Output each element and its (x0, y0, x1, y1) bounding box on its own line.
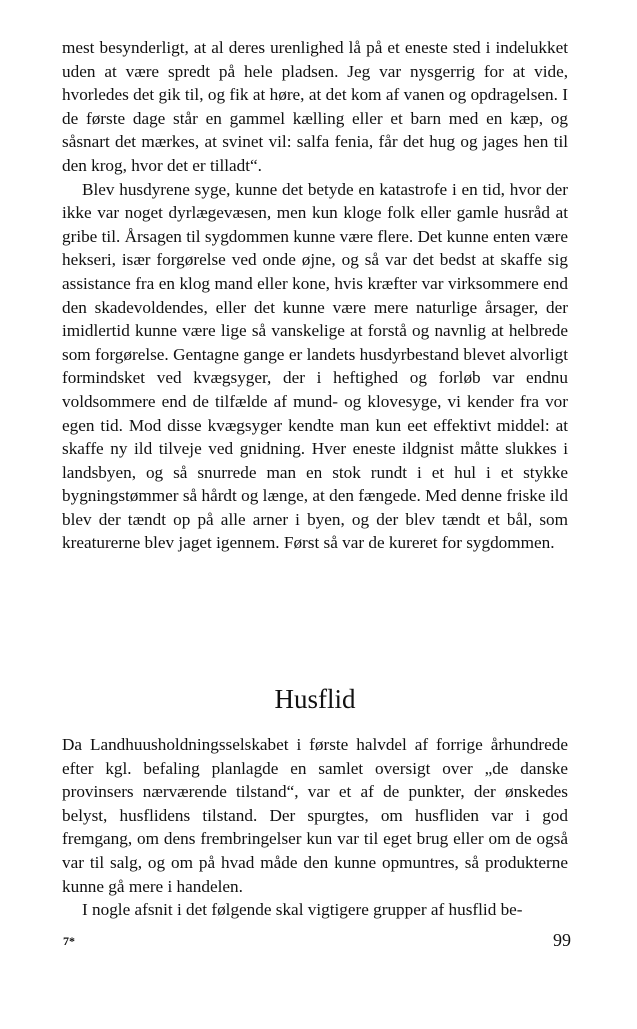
paragraph-continuation: mest besynderligt, at al deres urenlighed lå på et eneste sted i indelukket uden at være spredt på hele pladsen. Jeg var nysgerrig for at vide, hvorledes det gik til, og fik at høre, at det kom af vanen og opdragelsen. I de første dage står en gammel kælling eller et barn med en kæp, og såsnart det mærkes, at svinet vil: salfa fenia, får det hug og jages hen til den krog, hvor det er tilladt“. (62, 38, 568, 175)
section-body (62, 733, 568, 922)
paragraph-livestock-disease: Blev husdyrene syge, kunne det betyde en katastrofe i en tid, hvor der ikke var noget dyrlægevæsen, men kun kloge folk eller gamle husråd at gribe til. Årsagen til sygdommen kunne være flere. Det kunne enten være hekseri, især forgørelse ved onde øjne, og så var det bedst at skaffe sig assistance fra en klog mand eller kone, hvis kræfter var virksommere end den skadevoldendes, eller det kunne være mere naturlige årsager, der imidlertid kunne være lige så vanskelige at forstå og navnlig at helbrede som forgørelse. Gentagne gange er landets husdyrbestand blevet alvorligt formindsket ved kvægsyger, der i heftighed og forløb var endnu voldsommere end de tilfælde af mund- og klovesyge, vi kender fra vor egen tid. Mod disse kvægsyger kendte man kun eet effektivt middel: at skaffe ny ild tilveje ved gnidning. Hver eneste ildgnist måtte slukkes i landsbyen, og så snurrede man en stok rundt i et hul i et stykke bygningstømmer så hårdt og længe, at den fængede. Med denne friske ild blev der tændt op på alle arner i byen, og der blev tændt et bål, som kreaturerne blev jaget igennem. Først så var de kureret for sygdommen. (62, 179, 568, 553)
paragraph-husflid-intro: Da Landhuusholdningsselskabet i første halvdel af forrige århundrede efter kgl. befaling planlagde en samlet oversigt over „de danske provinsers nærværende tilstand“, var et af de punkter, der ønskedes belyst, husflidens tilstand. Der spurgtes, om husfliden var i god fremgang, om dens frembringelser kun var til eget brug eller om de også var til salg, og om på hvad måde den kunne opmuntres, så produkterne kunne gå mere i handelen. (62, 735, 568, 896)
body-text (62, 36, 568, 555)
signature-mark: 7* (63, 934, 75, 948)
paragraph-husflid-continued: I nogle afsnit i det følgende skal vigtigere grupper af husflid be- (82, 900, 523, 920)
page-number: 99 (553, 930, 571, 950)
section-heading: Husflid (274, 684, 356, 714)
